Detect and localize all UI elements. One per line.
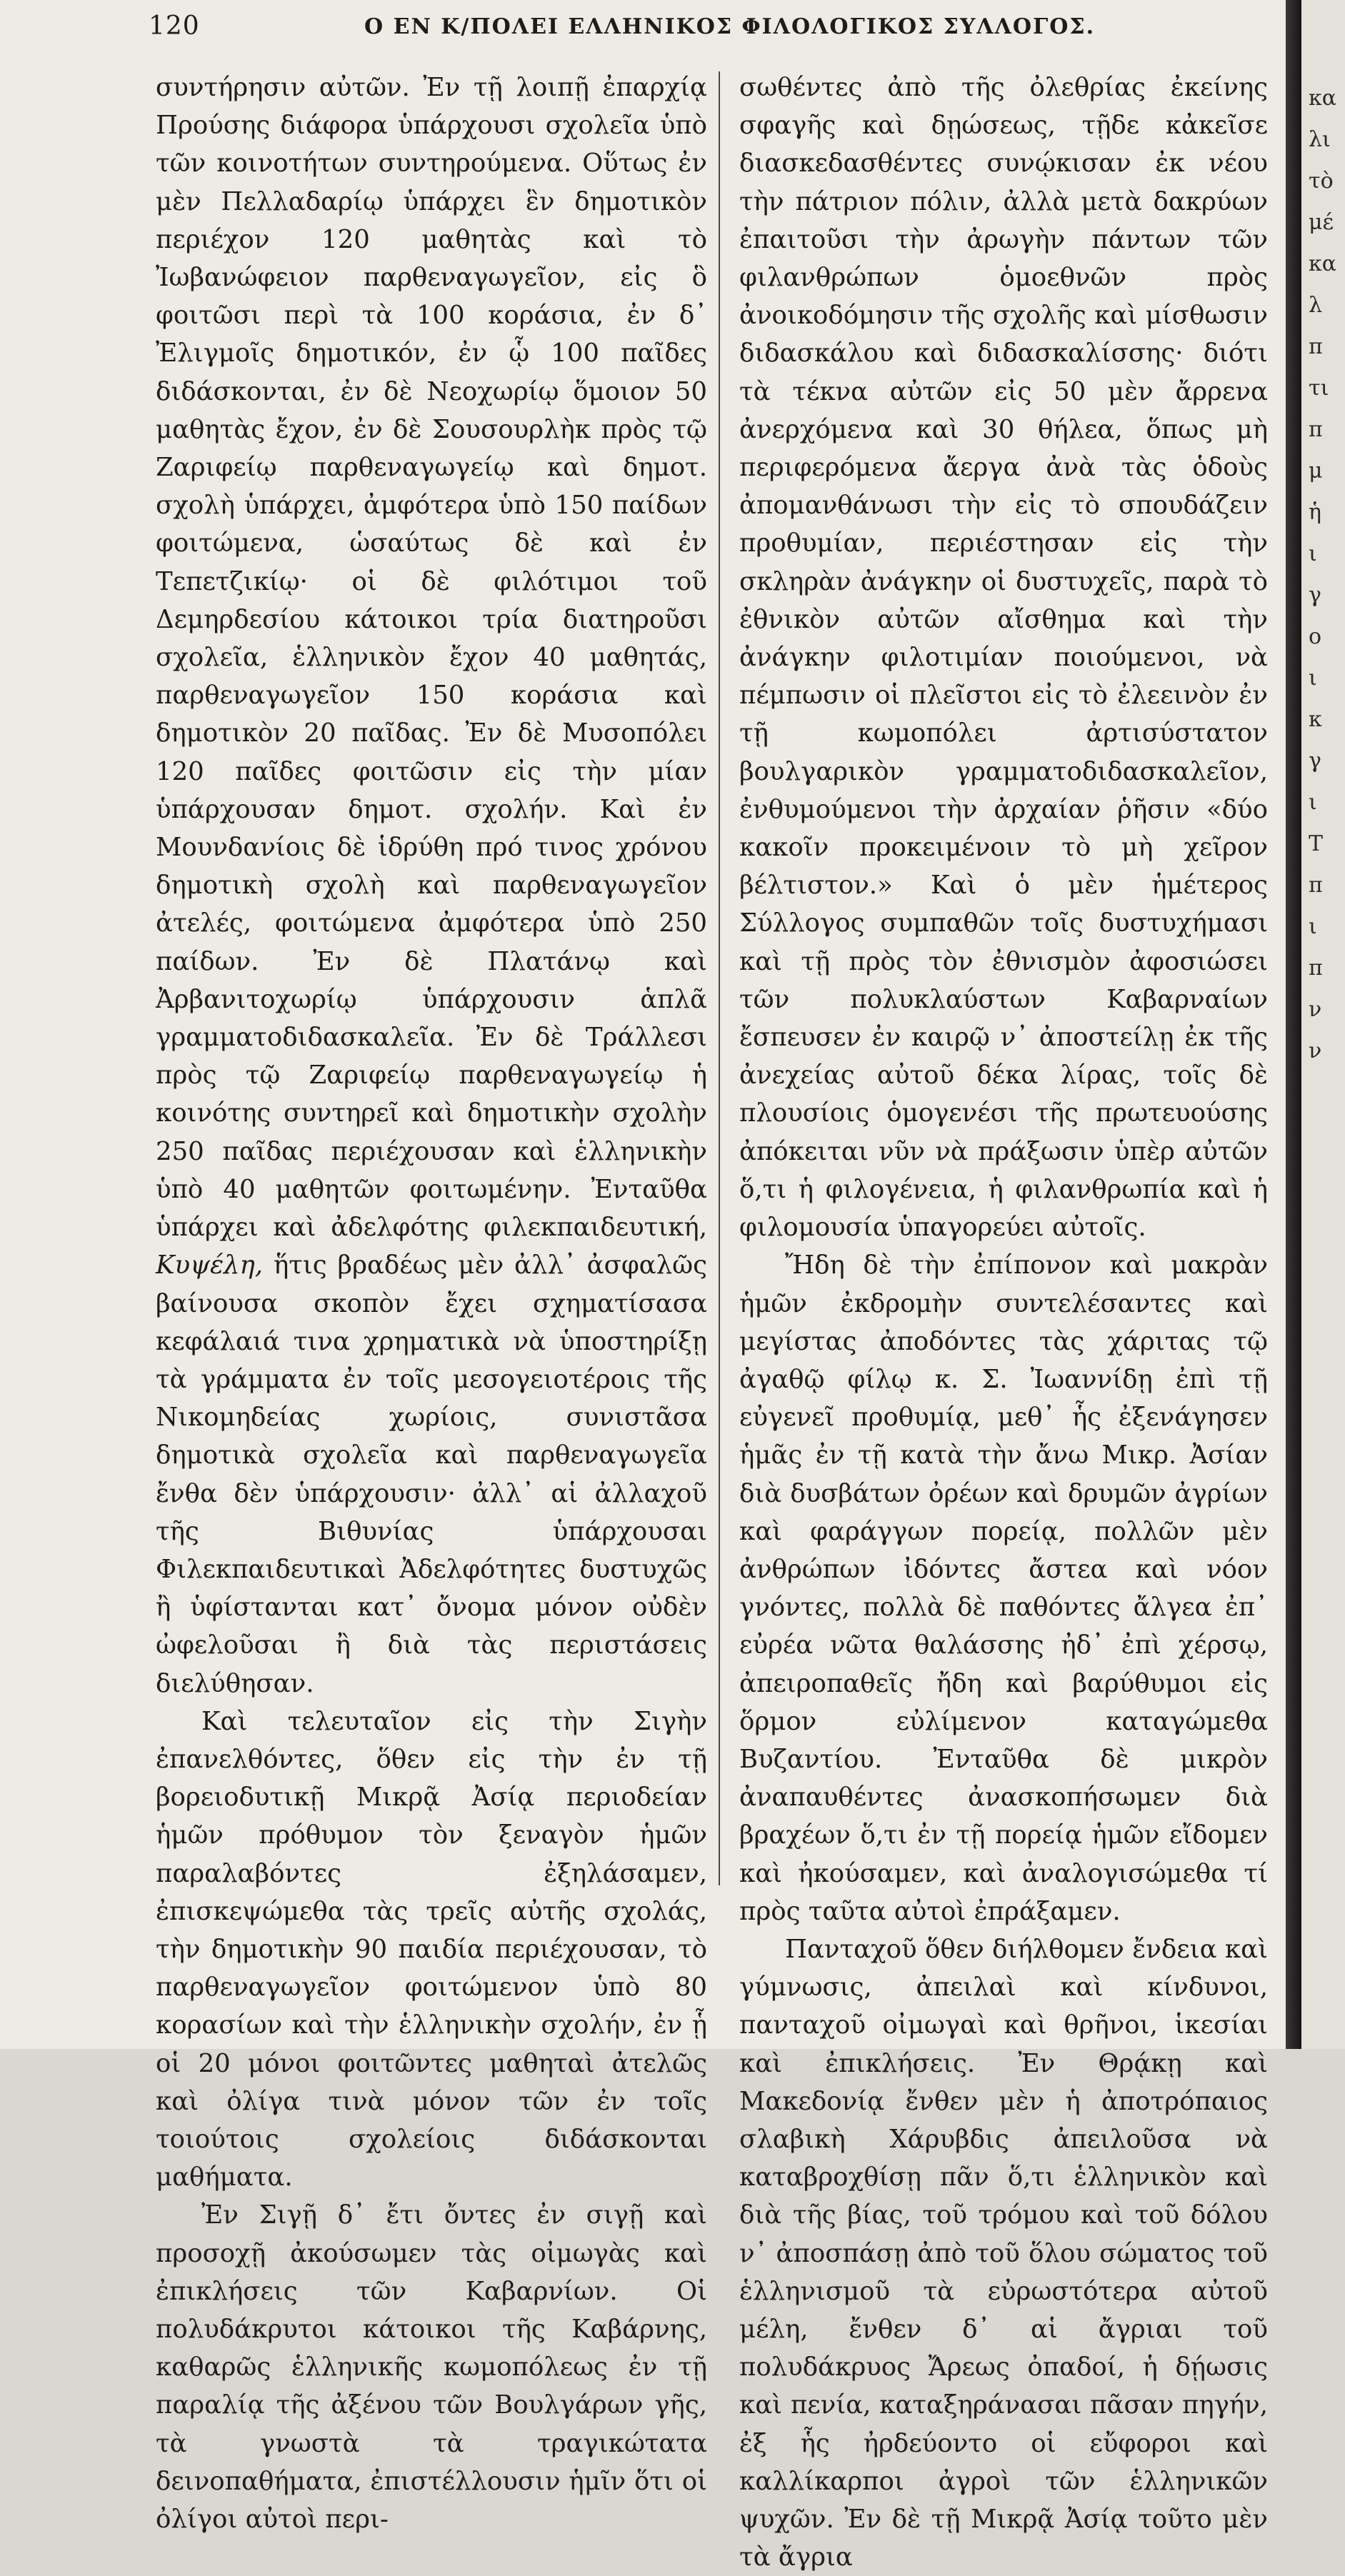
adjacent-page-fragment: π (1309, 334, 1323, 359)
adjacent-page-fragment: ο (1309, 624, 1322, 649)
book-gutter-shadow (1286, 0, 1301, 2049)
adjacent-page-fragment: ι (1309, 790, 1317, 815)
left-paragraph-1-tail: ἥτις βραδέως μὲν ἀλλ᾿ ἀσφαλῶς βαίνουσα σκοπὸν ἔχει σχηματίσασα κεφάλαιά τινα χρηματικὰ νὰ ὑποστηρίξῃ τὰ γράμματα ἐν τοῖς μεσογειοτέροις τῆς Νικομηδείας χωρίοις, συνιστᾶσα δημοτικὰ σχολεῖα καὶ παρθεναγωγεῖα ἔνθα δὲν ὑπάρχουσιν· ἀλλ᾿ αἱ ἀλλαχοῦ τῆς Βιθυνίας ὑπάρχουσαι Φιλεκπαιδευτικαὶ Ἀδελφότητες δυστυχῶς ἢ ὑφίστανται κατ᾿ ὄνομα μόνον οὐδὲν ὠφελοῦσαι ἢ διὰ τὰς περιστάσεις διελύθησαν. (156, 1251, 707, 1698)
adjacent-page-fragment: τι (1309, 376, 1329, 401)
adjacent-page-fragment: κα (1309, 251, 1337, 276)
right-paragraph-3: Πανταχοῦ ὅθεν διήλθομεν ἔνδεια καὶ γύμνωσις, ἀπειλαὶ καὶ κίνδυνοι, πανταχοῦ οἰμωγαὶ καὶ θρῆνοι, ἱκεσίαι καὶ ἐπικλήσεις. Ἐν Θρᾴκῃ καὶ Μακεδονίᾳ ἔνθεν μὲν ἡ ἀποτρόπαιος σλαβικὴ Χάρυβδις ἀπειλοῦσα νὰ καταβροχθίσῃ πᾶν ὅ,τι ἑλληνικὸν καὶ διὰ τῆς βίας, τοῦ τρόμου καὶ τοῦ δόλου ν᾿ ἀποσπάσῃ ἀπὸ τοῦ ὅλου σώματος τοῦ ἑλληνισμοῦ τὰ εὐρωστότερα αὐτοῦ μέλη, ἔνθεν δ᾿ αἱ ἄγριαι τοῦ πολυδάκρυος Ἄρεως ὀπαδοί, ἡ δῄωσις καὶ πενία, καταξηράνασαι πᾶσαν πηγήν, ἐξ ἧς ἠρδεύοντο οἱ εὔφοροι καὶ καλλίκαρποι ἀγροὶ τῶν ἑλληνικῶν ψυχῶν. Ἐν δὲ τῇ Μικρᾷ Ἀσίᾳ τοῦτο μὲν τὰ ἄγρια (739, 1934, 1268, 2572)
adjacent-page-fragment: κ (1309, 707, 1322, 732)
adjacent-page-fragment: λι (1309, 127, 1331, 152)
page-header (0, 6, 1286, 41)
adjacent-page-fragment: π (1309, 873, 1323, 898)
right-paragraph-1: σωθέντες ἀπὸ τῆς ὀλεθρίας ἐκείνης σφαγῆς καὶ δῃώσεως, τῇδε κἀκεῖσε διασκεδασθέντες συνῴκισαν ἐκ νέου τὴν πάτριον πόλιν, ἀλλὰ μετὰ δακρύων ἐπαιτοῦσι τὴν ἀρωγὴν πάντων τῶν φιλανθρώπων ὁμοεθνῶν πρὸς ἀνοικοδόμησιν τῆς σχολῆς καὶ μίσθωσιν διδασκάλου καὶ διδασκαλίσσης· διότι τὰ τέκνα αὐτῶν εἰς 50 μὲν ἄρρενα ἀνερχόμενα καὶ 30 θήλεα, ὅπως μὴ περιφερόμενα ἄεργα ἀνὰ τὰς ὁδοὺς ἀπομανθάνωσι τὴν εἰς τὸ σπουδάζειν προθυμίαν, περιέστησαν εἰς τὴν σκληρὰν ἀνάγκην οἱ δυστυχεῖς, παρὰ τὸ ἐθνικὸν αὐτῶν αἴσθημα καὶ τὴν ἀνάγκην φιλοτιμίαν ποιούμενοι, νὰ πέμπωσιν οἱ πλεῖστοι εἰς τὸ ἐλεεινὸν ἐν τῇ κωμοπόλει ἀρτισύστατον βουλγαρικὸν γραμματοδιδασκαλεῖον, ἐνθυμούμενοι τὴν ἀρχαίαν ῥῆσιν «δύο κακοῖν προκειμένοιν τὸ μὴ χεῖρον βέλτιστον.» Καὶ ὁ μὲν ἡμέτερος Σύλλογος συμπαθῶν τοῖς δυστυχήμασι καὶ τῇ πρὸς τὸν ἐθνισμὸν ἀφοσιώσει τῶν πολυκλαύστων Καβαρναίων ἔσπευσεν ἐν καιρῷ ν᾿ ἀποστείλῃ ἐκ τῆς ἀνεχείας αὐτοῦ δέκα λίρας, τοῖς δὲ πλουσίοις ὁμογενέσι τῆς πρωτευούσης ἀπόκειται νῦν νὰ πράξωσιν ὑπὲρ αὐτῶν ὅ,τι ἡ φιλογένεια, ἡ φιλανθρωπία καὶ ἡ φιλομουσία ὑπαγορεύει αὐτοῖς. (739, 73, 1268, 1243)
left-column (156, 69, 707, 2538)
adjacent-page-fragment: μέ (1309, 210, 1334, 235)
adjacent-page-fragment: λ (1309, 293, 1323, 318)
column-divider (719, 71, 720, 1885)
page-number: 120 (149, 11, 200, 41)
right-paragraph-2: Ἤδη δὲ τὴν ἐπίπονον καὶ μακρὰν ἡμῶν ἐκδρομὴν συντελέσαντες καὶ μεγίστας ἀποδόντες τὰς χάριτας τῷ ἀγαθῷ φίλῳ κ. Σ. Ἰωαννίδῃ ἐπὶ τῇ εὐγενεῖ προθυμίᾳ, μεθ᾿ ἧς ἐξενάγησεν ἡμᾶς ἐν τῇ κατὰ τὴν ἄνω Μικρ. Ἀσίαν διὰ δυσβάτων ὀρέων καὶ δρυμῶν ἀγρίων καὶ φαράγγων πορείᾳ, πολλῶν μὲν ἀνθρώπων ἰδόντες ἄστεα καὶ νόον γνόντες, πολλὰ δὲ παθόντες ἄλγεα ἐπ᾿ εὐρέα νῶτα θαλάσσης ἠδ᾿ ἐπὶ χέρσῳ, ἀπειροπαθεῖς ἤδη καὶ βαρύθυμοι εἰς ὅρμον εὐλίμενον καταγώμεθα Βυζαντίου. Ἐνταῦθα δὲ μικρὸν ἀναπαυθέντες ἀνασκοπήσωμεν διὰ βραχέων ὅ,τι ἐν τῇ πορείᾳ ἡμῶν εἴδομεν καὶ ἠκούσαμεν, καὶ ἀναλογισώμεθα τί πρὸς ταῦτα αὐτοὶ ἐπράξαμεν. (739, 1251, 1268, 1926)
adjacent-page-fragment: ν (1309, 997, 1322, 1022)
left-paragraph-1-text: συντήρησιν αὐτῶν. Ἐν τῇ λοιπῇ ἐπαρχίᾳ Προύσης διάφορα ὑπάρχουσι σχολεῖα ὑπὸ τῶν κοινοτήτων συντηρούμενα. Οὕτως ἐν μὲν Πελλαδαρίῳ ὑπάρχει ἓν δημοτικὸν περιέχον 120 μαθητὰς καὶ τὸ Ἰωβανώφειον παρθεναγωγεῖον, εἰς ὃ φοιτῶσι περὶ τὰ 100 κοράσια, ἐν δ᾿ Ἐλιγμοῖς δημοτικόν, ἐν ᾧ 100 παῖδες διδάσκονται, ἐν δὲ Νεοχωρίῳ ὅμοιον 50 μαθητὰς ἔχον, ἐν δὲ Σουσουρλὴκ πρὸς τῷ Ζαριφείῳ παρθεναγωγείῳ καὶ δημοτ. σχολὴ ὑπάρχει, ἀμφότερα ὑπὸ 150 παίδων φοιτώμενα, ὡσαύτως δὲ καὶ ἐν Τεπετζικίῳ· οἱ δὲ φιλότιμοι τοῦ Δεμηρδεσίου κάτοικοι τρία διατηροῦσι σχολεῖα, ἑλληνικὸν ἔχον 40 μαθητάς, παρθεναγωγεῖον 150 κοράσια καὶ δημοτικὸν 20 παῖδας. Ἐν δὲ Μυσοπόλει 120 παῖδες φοιτῶσιν εἰς τὴν μίαν ὑπάρχουσαν δημοτ. σχολήν. Καὶ ἐν Μουνδανίοις δὲ ἱδρύθη πρό τινος χρόνου δημοτικὴ σχολὴ καὶ παρθεναγωγεῖον ἀτελές, φοιτώμενα ἀμφότερα ὑπὸ 250 παίδων. Ἐν δὲ Πλατάνῳ καὶ Ἀρβανιτοχωρίῳ ὑπάρχουσιν ἁπλᾶ γραμματοδιδασκαλεῖα. Ἐν δὲ Τράλλεσι πρὸς τῷ Ζαριφείῳ παρθεναγωγείῳ ἡ κοινότης συντηρεῖ καὶ δημοτικὴν σχολὴν 250 παῖδας περιέχουσαν καὶ ἑλληνικὴν ὑπὸ 40 μαθητῶν φοιτωμένην. Ἐνταῦθα ὑπάρχει καὶ ἀδελφότης φιλεκπαιδευτική, (156, 73, 707, 1243)
adjacent-page-fragment: ν (1309, 1038, 1322, 1063)
running-title: Ο ΕΝ Κ/ΠΟΛΕΙ ΕΛΛΗΝΙΚΟΣ ΦΙΛΟΛΟΓΙΚΟΣ ΣΥΛΛΟΓΟΣ. (364, 14, 1096, 39)
adjacent-page-edge (1301, 0, 1345, 2049)
adjacent-page-fragment: ι (1309, 914, 1317, 939)
adjacent-page-fragment: κα (1309, 86, 1337, 111)
left-paragraph-2: Καὶ τελευταῖον εἰς τὴν Σιγὴν ἐπανελθόντες, ὅθεν εἰς τὴν ἐν τῇ βορειοδυτικῇ Μικρᾷ Ἀσίᾳ περιοδείαν ἡμῶν πρόθυμον τὸν ξεναγὸν ἡμῶν παραλαβόντες ἐξηλάσαμεν, ἐπισκεψώμεθα τὰς τρεῖς αὐτῆς σχολάς, τὴν δημοτικὴν 90 παιδία περιέχουσαν, τὸ παρθεναγωγεῖον φοιτώμενον ὑπὸ 80 κορασίων καὶ τὴν ἑλληνικὴν σχολήν, ἐν ᾗ οἱ 20 μόνοι φοιτῶντες μαθηταὶ ἀτελῶς καὶ ὀλίγα τινὰ μόνον τῶν ἐν τοῖς τοιούτοις σχολείοις διδάσκονται μαθήματα. (156, 1706, 707, 2192)
adjacent-page-fragment: ἡ (1309, 500, 1321, 525)
adjacent-page-fragment: γ (1309, 583, 1321, 608)
adjacent-page-fragment: ι (1309, 666, 1317, 691)
adjacent-page-fragment: μ (1309, 458, 1323, 483)
left-paragraph-1 (156, 69, 707, 1703)
italic-society-name: Κυψέλη, (156, 1251, 264, 1281)
adjacent-page-fragment: ι (1309, 541, 1317, 566)
right-column (739, 69, 1268, 2576)
left-paragraph-3: Ἐν Σιγῇ δ᾿ ἔτι ὄντες ἐν σιγῇ καὶ προσοχῇ ἀκούσωμεν τὰς οἰμωγὰς καὶ ἐπικλήσεις τῶν Καβαρνίων. Οἱ πολυδάκρυτοι κάτοικοι τῆς Καβάρνης, καθαρῶς ἑλληνικῆς κωμοπόλεως ἐν τῇ παραλίᾳ τῆς ἀξένου τῶν Βουλγάρων γῆς, τὰ γνωστὰ τὰ τραγικώτατα δεινοπαθήματα, ἐπιστέλλουσιν ἡμῖν ὅτι οἱ ὀλίγοι αὐτοὶ περι- (156, 2200, 707, 2534)
adjacent-page-fragment: π (1309, 956, 1323, 981)
adjacent-page-fragment: γ (1309, 748, 1321, 773)
adjacent-page-fragment: Τ (1309, 831, 1324, 856)
adjacent-page-fragment: τὸ (1309, 169, 1334, 194)
adjacent-page-fragment: π (1309, 417, 1323, 442)
